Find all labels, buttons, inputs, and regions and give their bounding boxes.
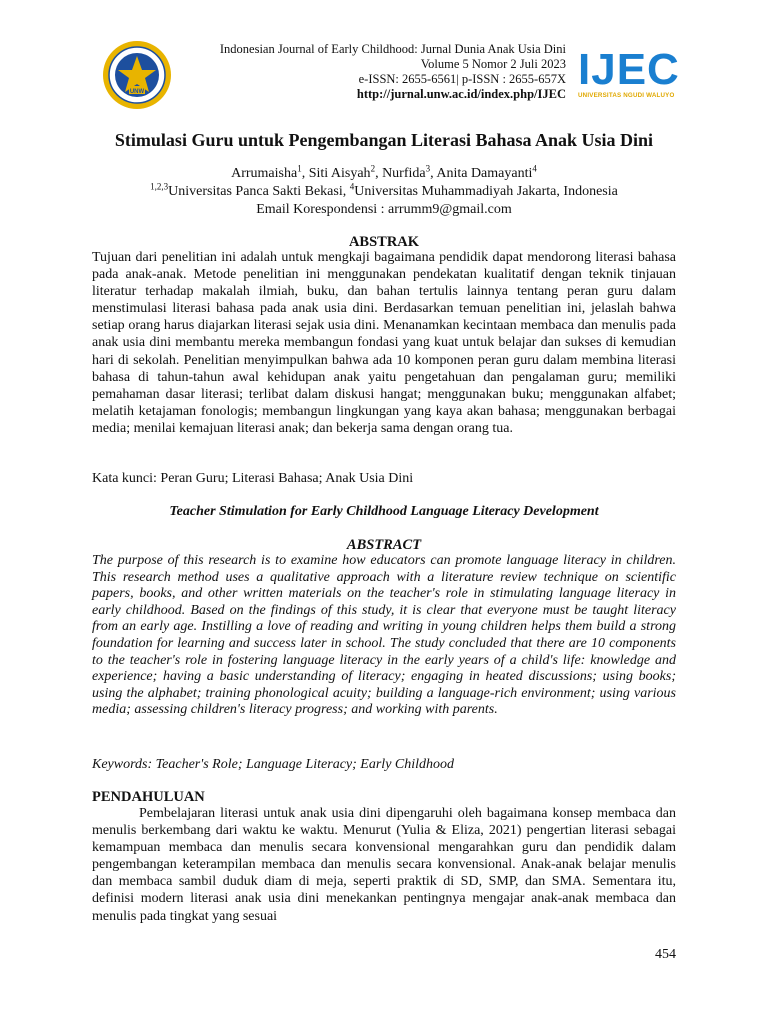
- keywords: Keywords: Teacher's Role; Language Literacy; Early Childhood: [92, 757, 455, 772]
- article-title: Stimulasi Guru untuk Pengembangan Literasi Bahasa Anak Usia Dini: [114, 130, 654, 150]
- abstract-heading: ABSTRACT: [346, 537, 422, 553]
- pendahuluan-text: Pembelajaran literasi untuk anak usia dini dipengaruhi oleh bagaimana konsep membaca dan menulis berkembang dari waktu ke waktu. Menurut (Yulia & Eliza, 2021) pengertian literasi sebagai kemampuan membaca dan menulis secara konvensional mengarahkan guru dan pendidik dalam pengembangan keterampilan membaca dan menulis secara konvensional. Anak-anak belajar menulis dan membaca sambil duduk diam di meja, seperti praktik di SD, SMP, dan SMA. Sementara itu, definisi modern literasi anak usia dini menekankan pentingnya mengajar anak-anak membaca dan menulis pada tingkat yang sesuai: [92, 806, 676, 924]
- affiliations: $^{1,2,3}$Universitas Panca Sakti Bekasi, $^4$Universitas Muhammadiyah Jakarta, Indonesia: [150, 181, 618, 199]
- ijec-logo-text: IJEC: [578, 45, 680, 94]
- abstrak-heading: ABSTRAK: [348, 234, 420, 250]
- journal-info: [220, 42, 566, 102]
- author-name: Siti Aisyah: [308, 166, 371, 181]
- university-seal-logo: [102, 40, 172, 110]
- ijec-logo: [578, 45, 680, 99]
- kata-kunci: Kata kunci: Peran Guru; Literasi Bahasa; Anak Usia Dini: [92, 471, 414, 486]
- author-name: Nurfida: [382, 166, 426, 181]
- journal-volume: Volume 5 Nomor 2 Juli 2023: [420, 57, 566, 71]
- journal-url[interactable]: http://jurnal.unw.ac.id/index.php/IJEC: [356, 87, 566, 101]
- abstrak-text: Tujuan dari penelitian ini adalah untuk mengkaji bagaimana pendidik dapat mendorong literasi bahasa pada anak-anak. Metode penelitian ini menggunakan pendekatan kualitatif dengan teknik tinjauan literatur terhadap makalah ilmiah, buku, dan bahan tertulis lainnya tentang peran guru dalam menstimulasi literasi bahasa pada anak usia dini. Berdasarkan temuan penelitian ini, jelaslah bahwa setiap orang harus diajarkan literasi sejak usia dini. Menanamkan kecintaan membaca dan menulis pada anak usia dini membantu mereka membangun fondasi yang kuat untuk belajar dan sukses di kemudian hari di sekolah. Penelitian menyimpulkan bahwa ada 10 komponen peran guru dalam membina literasi bahasa di tahun-tahun awal kehidupan anak yaitu pengetahuan dan pengalaman guru; memiliki pemahaman dasar literasi; terlibat dalam diskusi hangat; menggunakan buku; menggunakan alfabet; melatih ketajaman fonologis; membangun lingkungan yang kaya akan bahasa; menggunakan berbagai media; menilai kemajuan literasi anak; dan bekerja sama dengan orang tua.: [92, 250, 676, 436]
- abstract-text: The purpose of this research is to examine how educators can promote language literacy in children. This research method uses a qualitative approach with a literature review technique on scientific papers, books, and other written materials on the teacher's role in stimulating language literacy in early childhood. Based on the findings of this study, it is clear that everyone must be taught literacy from an early age. Instilling a love of reading and writing in young children helps them build a strong foundation for learning and success later in school. The study concluded that there are 10 components to the teacher's role in fostering language literacy in the early years of a child's life: knowledge and experience; having a basic understanding of literacy; engaging in heated discussions; using books; using the alphabet; training phonological acuity; building a language-rich environment; using various media; assessing children's literacy progress; and working with parents.: [92, 553, 676, 718]
- pendahuluan-heading: PENDAHULUAN: [92, 789, 205, 805]
- english-title: Teacher Stimulation for Early Childhood Language Literacy Development: [169, 504, 599, 519]
- journal-issn: e-ISSN: 2655-6561| p-ISSN : 2655-657X: [358, 72, 566, 86]
- author-list: Arrumaisha$^1$, Siti Aisyah$^2$, Nurfida$^3$, Anita Damayanti$^4$: [231, 163, 537, 181]
- correspondence-email: Email Korespondensi : arrumm9@gmail.com: [256, 202, 512, 217]
- journal-name: Indonesian Journal of Early Childhood: Jurnal Dunia Anak Usia Dini: [219, 42, 566, 56]
- ijec-logo-subtext: UNIVERSITAS NGUDI WALUYO: [578, 92, 675, 99]
- author-name: Anita Damayanti: [436, 166, 533, 181]
- author-name: Arrumaisha: [231, 166, 298, 181]
- svg-text:UNW: UNW: [129, 89, 145, 95]
- page-number: 454: [655, 947, 676, 962]
